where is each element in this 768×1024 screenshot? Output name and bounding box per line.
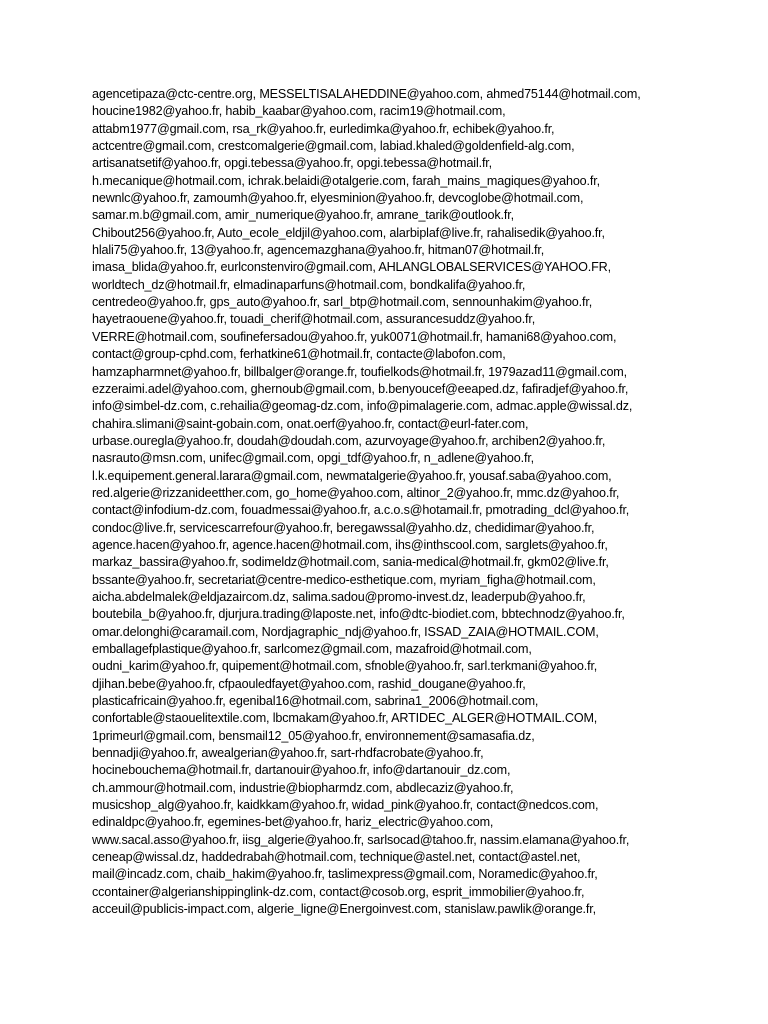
email-list-line: confortable@staouelitextile.com, lbcmakam@yahoo.fr, ARTIDEC_ALGER@HOTMAIL.COM, (92, 711, 598, 726)
email-list-line: nasrauto@msn.com, unifec@gmail.com, opgi_tdf@yahoo.fr, n_adlene@yahoo.fr, (92, 451, 535, 466)
email-list-line: hlali75@yahoo.fr, 13@yahoo.fr, agencemazghana@yahoo.fr, hitman07@hotmail.fr, (92, 243, 545, 258)
email-list-line: newnlc@yahoo.fr, zamoumh@yahoo.fr, elyesminion@yahoo.fr, devcoglobe@hotmail.com, (92, 191, 584, 206)
email-list-line: imasa_blida@yahoo.fr, eurlconstenviro@gmail.com, AHLANGLOBALSERVICES@YAHOO.FR, (92, 260, 611, 275)
email-list-line: www.sacal.asso@yahoo.fr, iisg_algerie@yahoo.fr, sarlsocad@tahoo.fr, nassim.elamana@yahoo.fr, (92, 832, 630, 847)
email-list-line: ceneap@wissal.dz, haddedrabah@hotmail.com, technique@astel.net, contact@astel.net, (92, 850, 581, 865)
email-list-line: l.k.equipement.general.larara@gmail.com, newmatalgerie@yahoo.fr, yousaf.saba@yahoo.com, (92, 468, 612, 483)
email-list-line: attabm1977@gmail.com, rsa_rk@yahoo.fr, eurledimka@yahoo.fr, echibek@yahoo.fr, (92, 121, 555, 136)
email-list-line: centredeo@yahoo.fr, gps_auto@yahoo.fr, sarl_btp@hotmail.com, sennounhakim@yahoo.fr, (92, 295, 593, 310)
email-list-line: agencetipaza@ctc-centre.org, MESSELTISALAHEDDINE@yahoo.com, ahmed75144@hotmail.com, (92, 87, 641, 101)
email-list-line: worldtech_dz@hotmail.fr, elmadinaparfuns@hotmail.com, bondkalifa@yahoo.fr, (92, 277, 526, 292)
email-list-line: bennadji@yahoo.fr, awealgerian@yahoo.fr, sart-rhdfacrobate@yahoo.fr, (92, 746, 484, 761)
email-list-line: info@simbel-dz.com, c.rehailia@geomag-dz.com, info@pimalagerie.com, admac.apple@wissal.dz, (92, 399, 633, 414)
email-list-line: hayetraouene@yahoo.fr, touadi_cherif@hotmail.com, assurancesuddz@yahoo.fr, (92, 312, 536, 327)
email-list-line: acceuil@publicis-impact.com, algerie_ligne@Energoinvest.com, stanislaw.pawlik@orange.fr, (92, 902, 596, 917)
email-list-line: boutebila_b@yahoo.fr, djurjura.trading@laposte.net, info@dtc-biodiet.com, bbtechnodz@yahoo.fr, (92, 607, 625, 622)
email-list-line: plasticafricain@yahoo.fr, egenibal16@hotmail.com, sabrina1_2006@hotmail.com, (92, 694, 539, 709)
email-list-line: condoc@live.fr, servicescarrefour@yahoo.fr, beregawssal@yahho.dz, chedidimar@yahoo.fr, (92, 520, 595, 535)
email-list-line: ch.ammour@hotmail.com, industrie@biopharmdz.com, abdlecaziz@yahoo.fr, (92, 780, 514, 795)
email-list-line: hocinebouchema@hotmail.fr, dartanouir@yahoo.fr, info@dartanouir_dz.com, (92, 763, 511, 778)
email-list-line: hamzapharmnet@yahoo.fr, billbalger@orange.fr, toufielkods@hotmail.fr, 1979azad11@gmail.com, (92, 364, 627, 379)
email-list-line: aicha.abdelmalek@eldjazaircom.dz, salima.sadou@promo-invest.dz, leaderpub@yahoo.fr, (92, 589, 586, 604)
email-list-text (92, 86, 722, 919)
email-list-line: djihan.bebe@yahoo.fr, cfpaouledfayet@yahoo.com, rashid_dougane@yahoo.fr, (92, 676, 526, 691)
email-list-line: h.mecanique@hotmail.com, ichrak.belaidi@otalgerie.com, farah_mains_magiques@yahoo.fr, (92, 173, 600, 188)
email-list-line: VERRE@hotmail.com, soufinefersadou@yahoo.fr, yuk0071@hotmail.fr, hamani68@yahoo.com, (92, 329, 617, 344)
email-list-line: ezzeraimi.adel@yahoo.com, ghernoub@gmail.com, b.benyoucef@eeaped.dz, fafiradjef@yahoo.fr, (92, 381, 629, 396)
email-list-line: actcentre@gmail.com, crestcomalgerie@gmail.com, labiad.khaled@goldenfield-alg.com, (92, 139, 575, 154)
email-list-line: Chibout256@yahoo.fr, Auto_ecole_eldjil@yahoo.com, alarbiplaf@live.fr, rahalisedik@yahoo.fr, (92, 225, 605, 240)
email-list-line: urbase.ouregla@yahoo.fr, doudah@doudah.com, azurvoyage@yahoo.fr, archiben2@yahoo.fr, (92, 433, 606, 448)
email-list-line: musicshop_alg@yahoo.fr, kaidkkam@yahoo.fr, widad_pink@yahoo.fr, contact@nedcos.com, (92, 798, 599, 813)
email-list-line: contact@infodium-dz.com, fouadmessai@yahoo.fr, a.c.o.s@hotamail.fr, pmotrading_dcl@yahoo.fr, (92, 503, 630, 518)
email-list-line: artisanatsetif@yahoo.fr, opgi.tebessa@yahoo.fr, opgi.tebessa@hotmail.fr, (92, 156, 492, 171)
email-list-line: agence.hacen@yahoo.fr, agence.hacen@hotmail.com, ihs@inthscool.com, sarglets@yahoo.fr, (92, 537, 608, 552)
email-list-line: ccontainer@algerianshippinglink-dz.com, contact@cosob.org, esprit_immobilier@yahoo.fr, (92, 884, 585, 899)
email-list-line: oudni_karim@yahoo.fr, quipement@hotmail.com, sfnoble@yahoo.fr, sarl.terkmani@yahoo.fr, (92, 659, 598, 674)
email-list-line: houcine1982@yahoo.fr, habib_kaabar@yahoo.com, racim19@hotmail.com, (92, 104, 506, 119)
email-list-line: mail@incadz.com, chaib_hakim@yahoo.fr, taslimexpress@gmail.com, Noramedic@yahoo.fr, (92, 867, 598, 882)
email-list-line: red.algerie@rizzanideetther.com, go_home@yahoo.com, altinor_2@yahoo.fr, mmc.dz@yahoo.fr, (92, 485, 620, 500)
email-list-line: contact@group-cphd.com, ferhatkine61@hotmail.fr, contacte@labofon.com, (92, 347, 506, 362)
email-list-line: markaz_bassira@yahoo.fr, sodimeldz@hotmail.com, sania-medical@hotmail.fr, gkm02@live.fr, (92, 555, 609, 570)
email-list-line: chahira.slimani@saint-gobain.com, onat.oerf@yahoo.fr, contact@eurl-fater.com, (92, 416, 529, 431)
email-list-line: 1primeurl@gmail.com, bensmail12_05@yahoo.fr, environnement@samasafia.dz, (92, 728, 535, 743)
email-list-line: emballagefplastique@yahoo.fr, sarlcomez@gmail.com, mazafroid@hotmail.com, (92, 642, 532, 656)
email-list-line: bssante@yahoo.fr, secretariat@centre-medico-esthetique.com, myriam_figha@hotmail.com, (92, 572, 596, 587)
email-list-line: omar.delonghi@caramail.com, Nordjagraphic_ndj@yahoo.fr, ISSAD_ZAIA@HOTMAIL.COM, (92, 624, 599, 639)
email-list-line: edinaldpc@yahoo.fr, egemines-bet@yahoo.fr, hariz_electric@yahoo.com, (92, 815, 494, 830)
email-list-line: samar.m.b@gmail.com, amir_numerique@yahoo.fr, amrane_tarik@outlook.fr, (92, 208, 514, 223)
